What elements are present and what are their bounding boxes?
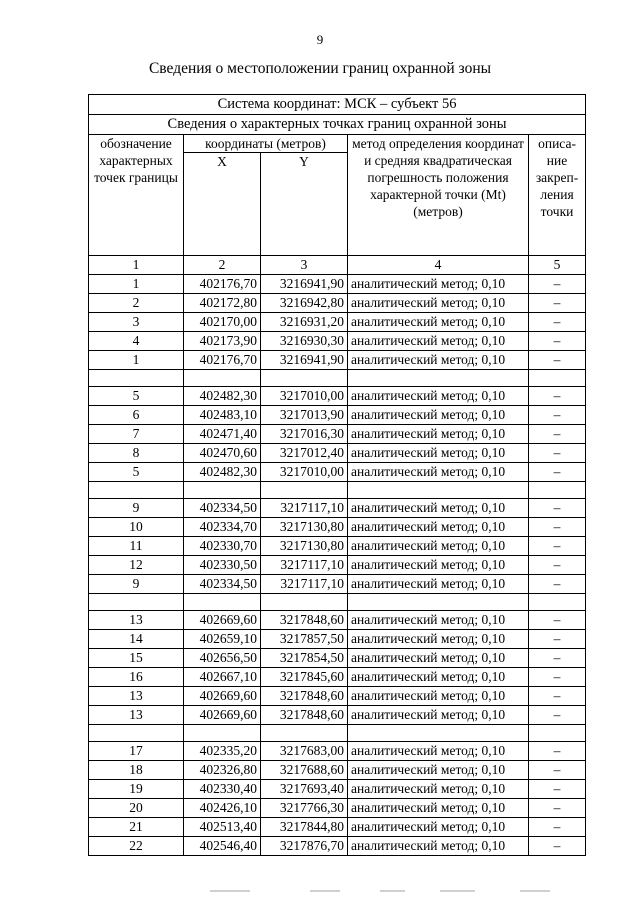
header-x: X	[184, 153, 261, 256]
cell-point-number: 1	[89, 275, 184, 294]
cell-x-coordinate: 402546,40	[184, 837, 261, 856]
cell-method: аналитический метод; 0,10	[348, 742, 529, 761]
cell-y-coordinate: 3217857,50	[261, 630, 348, 649]
cell-method: аналитический метод; 0,10	[348, 294, 529, 313]
coordinates-table	[88, 94, 586, 856]
table-row	[89, 649, 586, 668]
table-row	[89, 780, 586, 799]
cell-description: –	[529, 611, 586, 630]
cell-description: –	[529, 275, 586, 294]
cell-y-coordinate: 3217848,60	[261, 706, 348, 725]
cell-method: аналитический метод; 0,10	[348, 818, 529, 837]
cell-y-coordinate: 3217854,50	[261, 649, 348, 668]
table-row	[89, 425, 586, 444]
cell-x-coordinate: 402330,70	[184, 537, 261, 556]
cell-y-coordinate: 3217012,40	[261, 444, 348, 463]
cell-x-coordinate: 402326,80	[184, 761, 261, 780]
cell-method: аналитический метод; 0,10	[348, 611, 529, 630]
table-row	[89, 818, 586, 837]
cell-method: аналитический метод; 0,10	[348, 406, 529, 425]
cell-y-coordinate: 3217117,10	[261, 499, 348, 518]
cell-description: –	[529, 537, 586, 556]
cell-y-coordinate: 3217766,30	[261, 799, 348, 818]
empty-cell	[348, 594, 529, 611]
cell-x-coordinate: 402669,60	[184, 611, 261, 630]
table-row	[89, 275, 586, 294]
column-number: 5	[529, 256, 586, 275]
cell-y-coordinate: 3217848,60	[261, 687, 348, 706]
cell-description: –	[529, 387, 586, 406]
cell-point-number: 16	[89, 668, 184, 687]
cell-description: –	[529, 406, 586, 425]
cell-point-number: 5	[89, 463, 184, 482]
table-row	[89, 630, 586, 649]
cell-description: –	[529, 649, 586, 668]
empty-cell	[348, 370, 529, 387]
cell-x-coordinate: 402513,40	[184, 818, 261, 837]
table-row	[89, 518, 586, 537]
cell-method: аналитический метод; 0,10	[348, 556, 529, 575]
scan-artifact-line	[200, 890, 580, 892]
column-number: 4	[348, 256, 529, 275]
cell-point-number: 12	[89, 556, 184, 575]
cell-description: –	[529, 818, 586, 837]
empty-cell	[529, 370, 586, 387]
cell-method: аналитический метод; 0,10	[348, 463, 529, 482]
cell-y-coordinate: 3217848,60	[261, 611, 348, 630]
cell-x-coordinate: 402335,20	[184, 742, 261, 761]
cell-x-coordinate: 402334,70	[184, 518, 261, 537]
empty-cell	[89, 482, 184, 499]
cell-x-coordinate: 402330,50	[184, 556, 261, 575]
cell-method: аналитический метод; 0,10	[348, 518, 529, 537]
cell-method: аналитический метод; 0,10	[348, 706, 529, 725]
cell-x-coordinate: 402334,50	[184, 575, 261, 594]
cell-description: –	[529, 780, 586, 799]
cell-x-coordinate: 402659,10	[184, 630, 261, 649]
empty-cell	[89, 370, 184, 387]
cell-x-coordinate: 402176,70	[184, 351, 261, 370]
cell-description: –	[529, 761, 586, 780]
empty-cell	[261, 594, 348, 611]
cell-description: –	[529, 668, 586, 687]
cell-x-coordinate: 402669,60	[184, 687, 261, 706]
cell-x-coordinate: 402330,40	[184, 780, 261, 799]
cell-x-coordinate: 402170,00	[184, 313, 261, 332]
cell-description: –	[529, 518, 586, 537]
cell-y-coordinate: 3217693,40	[261, 780, 348, 799]
cell-point-number: 8	[89, 444, 184, 463]
cell-description: –	[529, 332, 586, 351]
table-row	[89, 556, 586, 575]
table-row	[89, 668, 586, 687]
column-numbers-row	[89, 256, 586, 275]
empty-cell	[529, 482, 586, 499]
cell-description: –	[529, 687, 586, 706]
cell-point-number: 13	[89, 687, 184, 706]
empty-cell	[184, 482, 261, 499]
table-row	[89, 799, 586, 818]
empty-cell	[184, 370, 261, 387]
cell-method: аналитический метод; 0,10	[348, 761, 529, 780]
cell-method: аналитический метод; 0,10	[348, 780, 529, 799]
page-number: 9	[316, 32, 324, 47]
cell-y-coordinate: 3217010,00	[261, 387, 348, 406]
cell-description: –	[529, 799, 586, 818]
cell-method: аналитический метод; 0,10	[348, 275, 529, 294]
cell-y-coordinate: 3217876,70	[261, 837, 348, 856]
cell-y-coordinate: 3217688,60	[261, 761, 348, 780]
table-row	[89, 463, 586, 482]
cell-x-coordinate: 402426,10	[184, 799, 261, 818]
column-number: 2	[184, 256, 261, 275]
cell-y-coordinate: 3216942,80	[261, 294, 348, 313]
cell-method: аналитический метод; 0,10	[348, 687, 529, 706]
cell-method: аналитический метод; 0,10	[348, 668, 529, 687]
empty-cell	[261, 725, 348, 742]
cell-method: аналитический метод; 0,10	[348, 537, 529, 556]
column-number: 3	[261, 256, 348, 275]
cell-y-coordinate: 3217016,30	[261, 425, 348, 444]
table-row	[89, 537, 586, 556]
separator-row	[89, 482, 586, 499]
table-row	[89, 837, 586, 856]
cell-y-coordinate: 3217130,80	[261, 518, 348, 537]
cell-method: аналитический метод; 0,10	[348, 499, 529, 518]
column-number: 1	[89, 256, 184, 275]
header-method: метод определения координат и средняя квадратическая погрешность положения характерной точки (Mt) (метров)	[348, 135, 529, 256]
cell-point-number: 9	[89, 575, 184, 594]
empty-cell	[184, 594, 261, 611]
cell-description: –	[529, 425, 586, 444]
cell-point-number: 18	[89, 761, 184, 780]
cell-method: аналитический метод; 0,10	[348, 575, 529, 594]
cell-method: аналитический метод; 0,10	[348, 630, 529, 649]
cell-y-coordinate: 3217130,80	[261, 537, 348, 556]
cell-y-coordinate: 3216930,30	[261, 332, 348, 351]
cell-description: –	[529, 837, 586, 856]
cell-method: аналитический метод; 0,10	[348, 425, 529, 444]
cell-point-number: 22	[89, 837, 184, 856]
cell-y-coordinate: 3217117,10	[261, 575, 348, 594]
cell-point-number: 4	[89, 332, 184, 351]
cell-method: аналитический метод; 0,10	[348, 387, 529, 406]
cell-description: –	[529, 351, 586, 370]
cell-point-number: 19	[89, 780, 184, 799]
cell-point-number: 21	[89, 818, 184, 837]
document-title: Сведения о местоположении границ охранной зоны	[148, 60, 492, 77]
cell-x-coordinate: 402176,70	[184, 275, 261, 294]
cell-method: аналитический метод; 0,10	[348, 444, 529, 463]
cell-description: –	[529, 444, 586, 463]
cell-point-number: 2	[89, 294, 184, 313]
cell-y-coordinate: 3216941,90	[261, 351, 348, 370]
table-row	[89, 761, 586, 780]
table-title-row	[89, 95, 586, 115]
empty-cell	[89, 725, 184, 742]
empty-cell	[529, 594, 586, 611]
cell-point-number: 7	[89, 425, 184, 444]
cell-point-number: 15	[89, 649, 184, 668]
cell-description: –	[529, 556, 586, 575]
cell-x-coordinate: 402173,90	[184, 332, 261, 351]
cell-description: –	[529, 742, 586, 761]
table-row	[89, 406, 586, 425]
header-description: описа-ние закреп-ления точки	[529, 135, 586, 256]
cell-description: –	[529, 463, 586, 482]
cell-x-coordinate: 402656,50	[184, 649, 261, 668]
cell-x-coordinate: 402172,80	[184, 294, 261, 313]
cell-y-coordinate: 3216931,20	[261, 313, 348, 332]
points-info-title: Сведения о характерных точках границ охранной зоны	[89, 115, 586, 135]
cell-description: –	[529, 630, 586, 649]
table-row	[89, 499, 586, 518]
cell-method: аналитический метод; 0,10	[348, 313, 529, 332]
table-row	[89, 706, 586, 725]
empty-cell	[529, 725, 586, 742]
separator-row	[89, 594, 586, 611]
cell-y-coordinate: 3217845,60	[261, 668, 348, 687]
cell-method: аналитический метод; 0,10	[348, 332, 529, 351]
cell-point-number: 5	[89, 387, 184, 406]
cell-x-coordinate: 402482,30	[184, 387, 261, 406]
coordinate-system-title: Система координат: МСК – субъект 56	[89, 95, 586, 115]
cell-y-coordinate: 3217683,00	[261, 742, 348, 761]
table-row	[89, 575, 586, 594]
separator-row	[89, 725, 586, 742]
table-row	[89, 687, 586, 706]
cell-point-number: 13	[89, 706, 184, 725]
cell-point-number: 3	[89, 313, 184, 332]
cell-y-coordinate: 3217117,10	[261, 556, 348, 575]
empty-cell	[261, 370, 348, 387]
cell-description: –	[529, 575, 586, 594]
cell-method: аналитический метод; 0,10	[348, 837, 529, 856]
table-subtitle-row	[89, 115, 586, 135]
cell-x-coordinate: 402667,10	[184, 668, 261, 687]
cell-method: аналитический метод; 0,10	[348, 351, 529, 370]
header-point-designation: обозначение характерных точек границы	[89, 135, 184, 256]
empty-cell	[184, 725, 261, 742]
cell-x-coordinate: 402669,60	[184, 706, 261, 725]
cell-point-number: 13	[89, 611, 184, 630]
empty-cell	[261, 482, 348, 499]
cell-point-number: 1	[89, 351, 184, 370]
empty-cell	[348, 725, 529, 742]
cell-x-coordinate: 402470,60	[184, 444, 261, 463]
cell-description: –	[529, 294, 586, 313]
cell-point-number: 9	[89, 499, 184, 518]
empty-cell	[348, 482, 529, 499]
header-y: Y	[261, 153, 348, 256]
cell-method: аналитический метод; 0,10	[348, 799, 529, 818]
cell-point-number: 11	[89, 537, 184, 556]
cell-point-number: 10	[89, 518, 184, 537]
cell-x-coordinate: 402482,30	[184, 463, 261, 482]
cell-description: –	[529, 313, 586, 332]
cell-point-number: 20	[89, 799, 184, 818]
cell-point-number: 14	[89, 630, 184, 649]
table-row	[89, 742, 586, 761]
header-row	[89, 135, 586, 153]
cell-description: –	[529, 499, 586, 518]
cell-description: –	[529, 706, 586, 725]
cell-point-number: 17	[89, 742, 184, 761]
table-row	[89, 313, 586, 332]
header-coordinates: координаты (метров)	[184, 135, 348, 153]
table-row	[89, 611, 586, 630]
cell-x-coordinate: 402334,50	[184, 499, 261, 518]
table-row	[89, 444, 586, 463]
cell-y-coordinate: 3217013,90	[261, 406, 348, 425]
cell-x-coordinate: 402471,40	[184, 425, 261, 444]
table-row	[89, 387, 586, 406]
cell-y-coordinate: 3216941,90	[261, 275, 348, 294]
empty-cell	[89, 594, 184, 611]
cell-point-number: 6	[89, 406, 184, 425]
cell-x-coordinate: 402483,10	[184, 406, 261, 425]
table-row	[89, 351, 586, 370]
cell-y-coordinate: 3217010,00	[261, 463, 348, 482]
cell-method: аналитический метод; 0,10	[348, 649, 529, 668]
table-row	[89, 332, 586, 351]
cell-y-coordinate: 3217844,80	[261, 818, 348, 837]
separator-row	[89, 370, 586, 387]
table-row	[89, 294, 586, 313]
